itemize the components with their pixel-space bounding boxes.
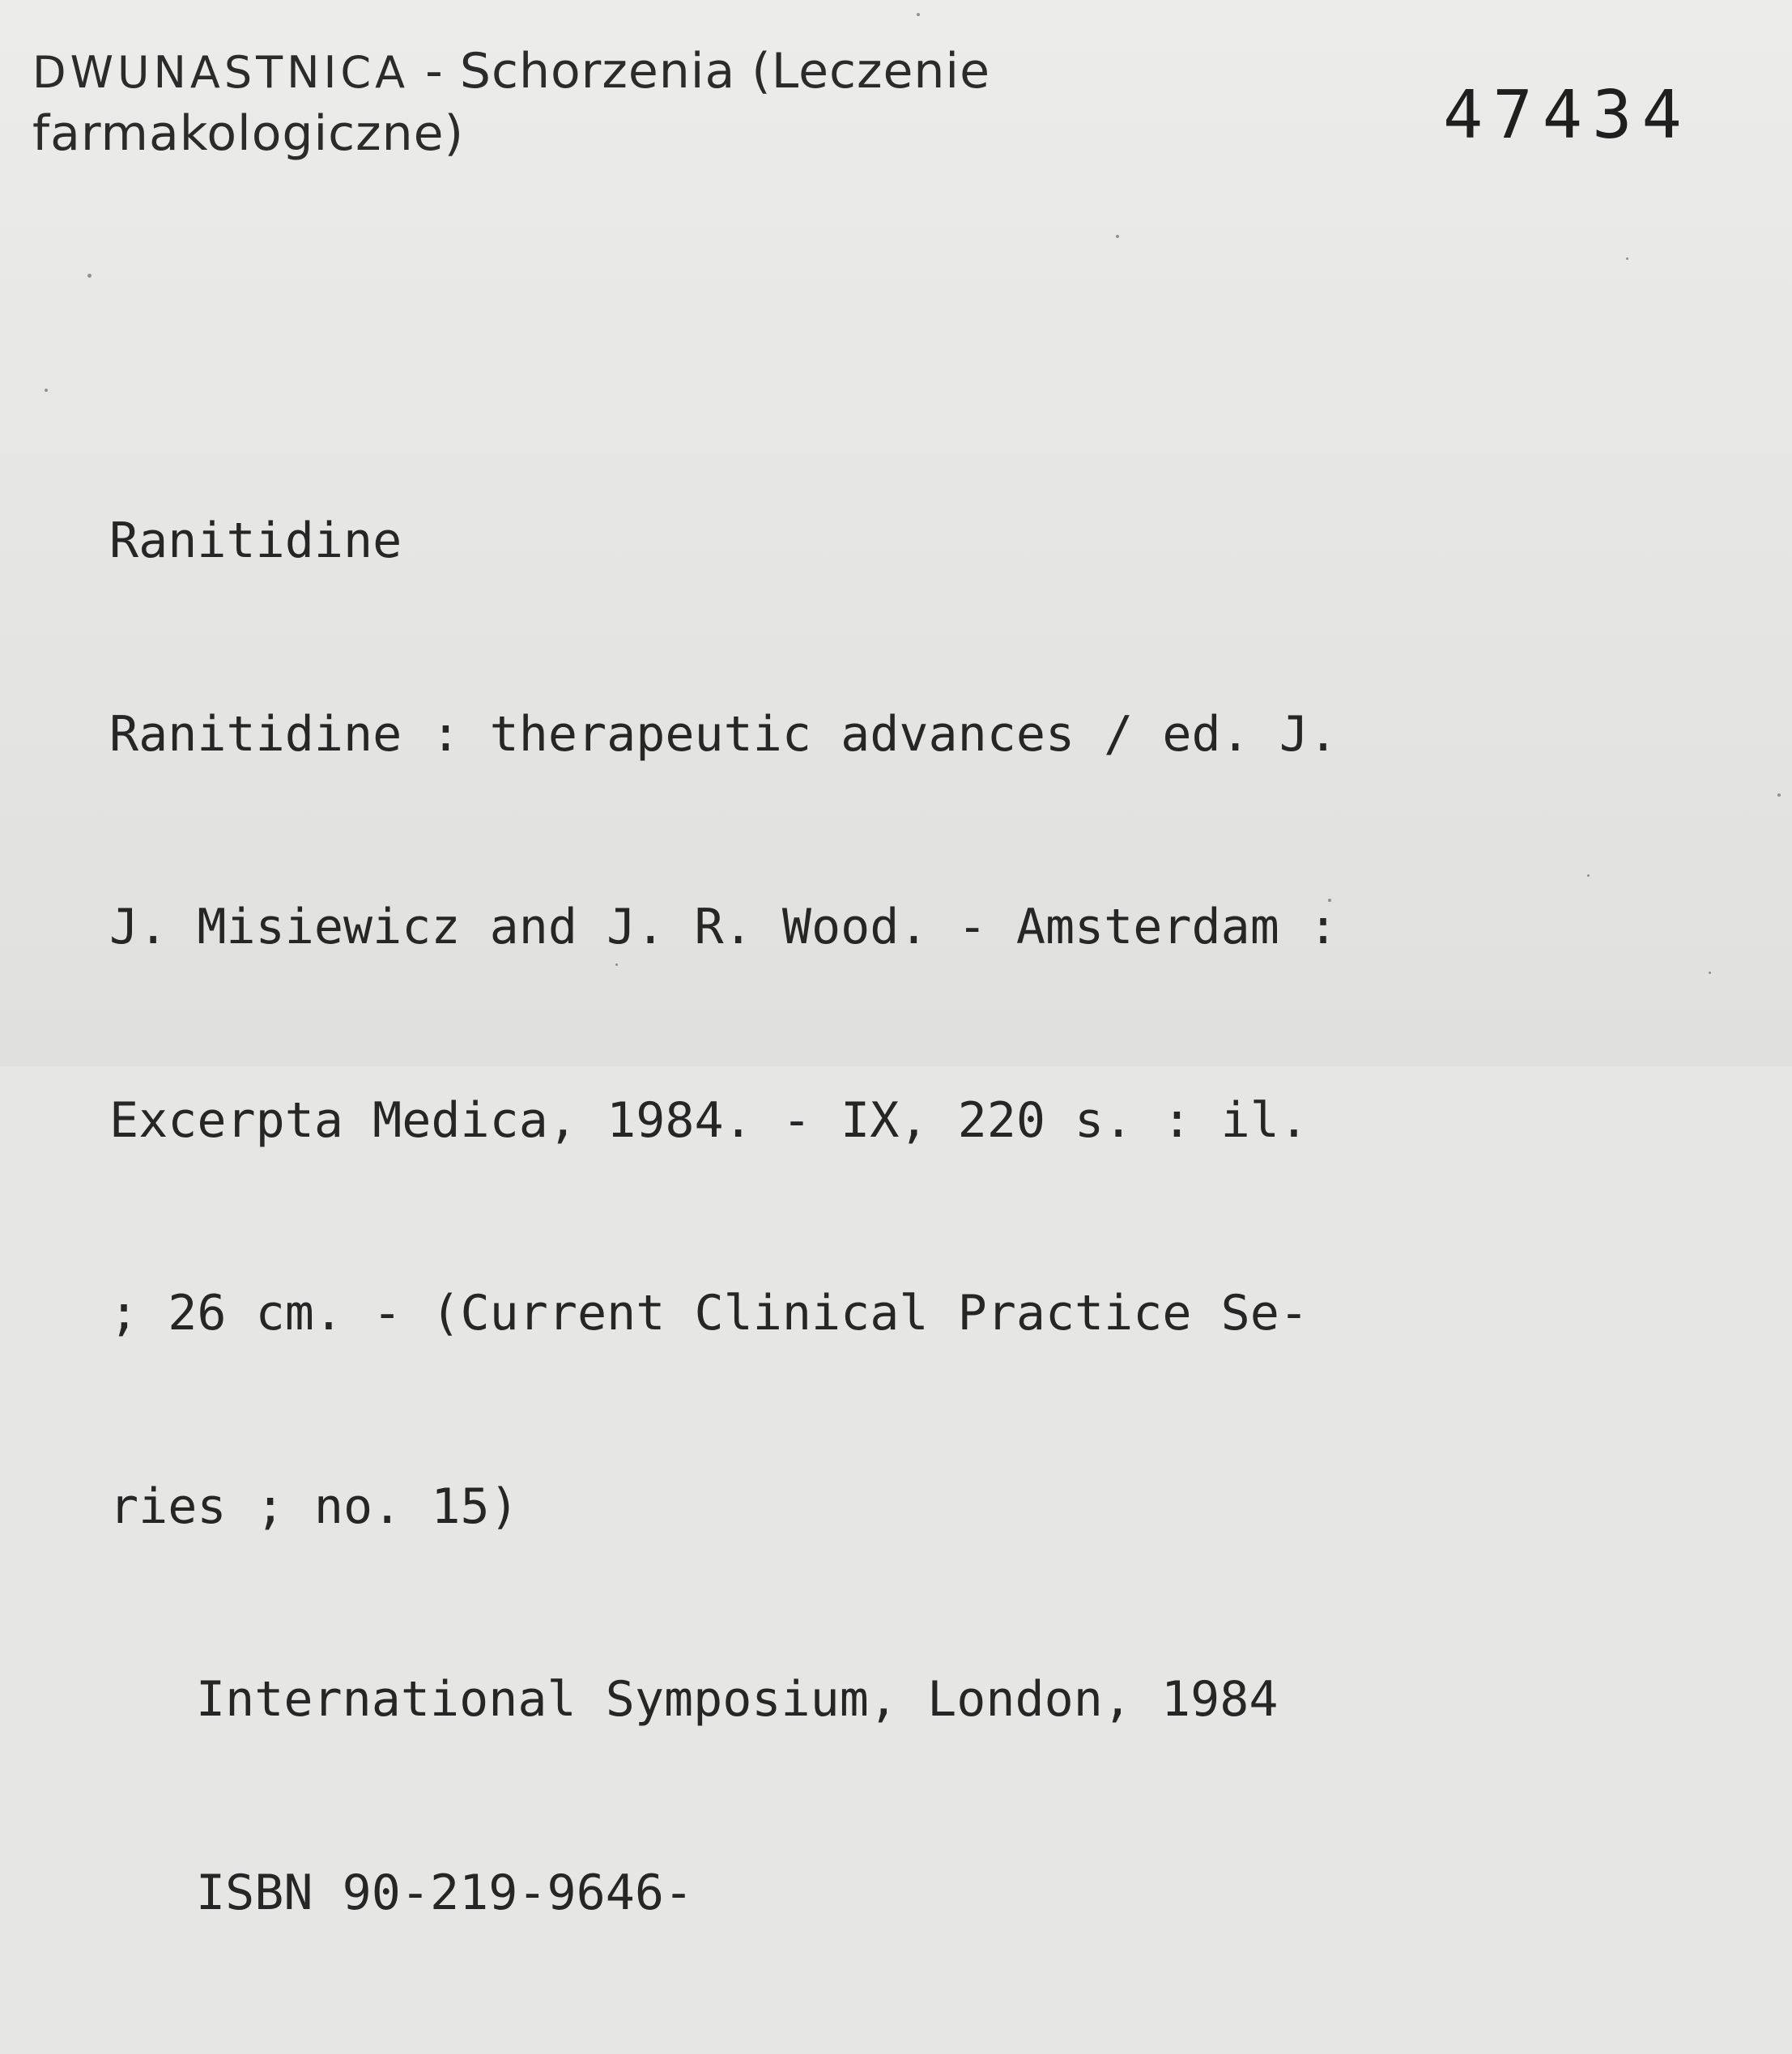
dust-speck xyxy=(1587,874,1590,877)
subject-heading-line-2: farmakologiczne) xyxy=(32,104,465,162)
entry-line: J. Misiewicz and J. R. Wood. - Amsterdam : xyxy=(109,899,1339,955)
isbn-line: ISBN 90-219-9646- xyxy=(196,1864,694,1921)
dust-speck xyxy=(917,13,920,16)
dust-speck xyxy=(1777,793,1781,797)
call-number: 47434 xyxy=(1443,77,1692,154)
dust-speck xyxy=(1116,235,1119,238)
entry-line: ; 26 cm. - (Current Clinical Practice Se- xyxy=(109,1285,1309,1342)
dust-speck xyxy=(87,274,92,278)
dust-speck xyxy=(1626,257,1628,260)
entry-line: ries ; no. 15) xyxy=(109,1478,519,1535)
bibliographic-entry xyxy=(109,381,1338,2054)
subject-subdivision: - Schorzenia (Leczenie xyxy=(425,43,990,100)
subject-heading xyxy=(32,40,990,165)
dust-speck xyxy=(45,389,48,392)
entry-line: Excerpta Medica, 1984. - IX, 220 s. : il. xyxy=(109,1091,1309,1149)
subject-term: DWUNASTNICA xyxy=(32,47,410,98)
entry-line: Ranitidine : therapeutic advances / ed. J. xyxy=(109,705,1339,763)
entry-line: Ranitidine xyxy=(109,512,402,569)
note-line: International Symposium, London, 1984 xyxy=(196,1671,1279,1728)
dust-speck xyxy=(1709,972,1711,974)
subject-heading-line-1 xyxy=(32,40,990,103)
